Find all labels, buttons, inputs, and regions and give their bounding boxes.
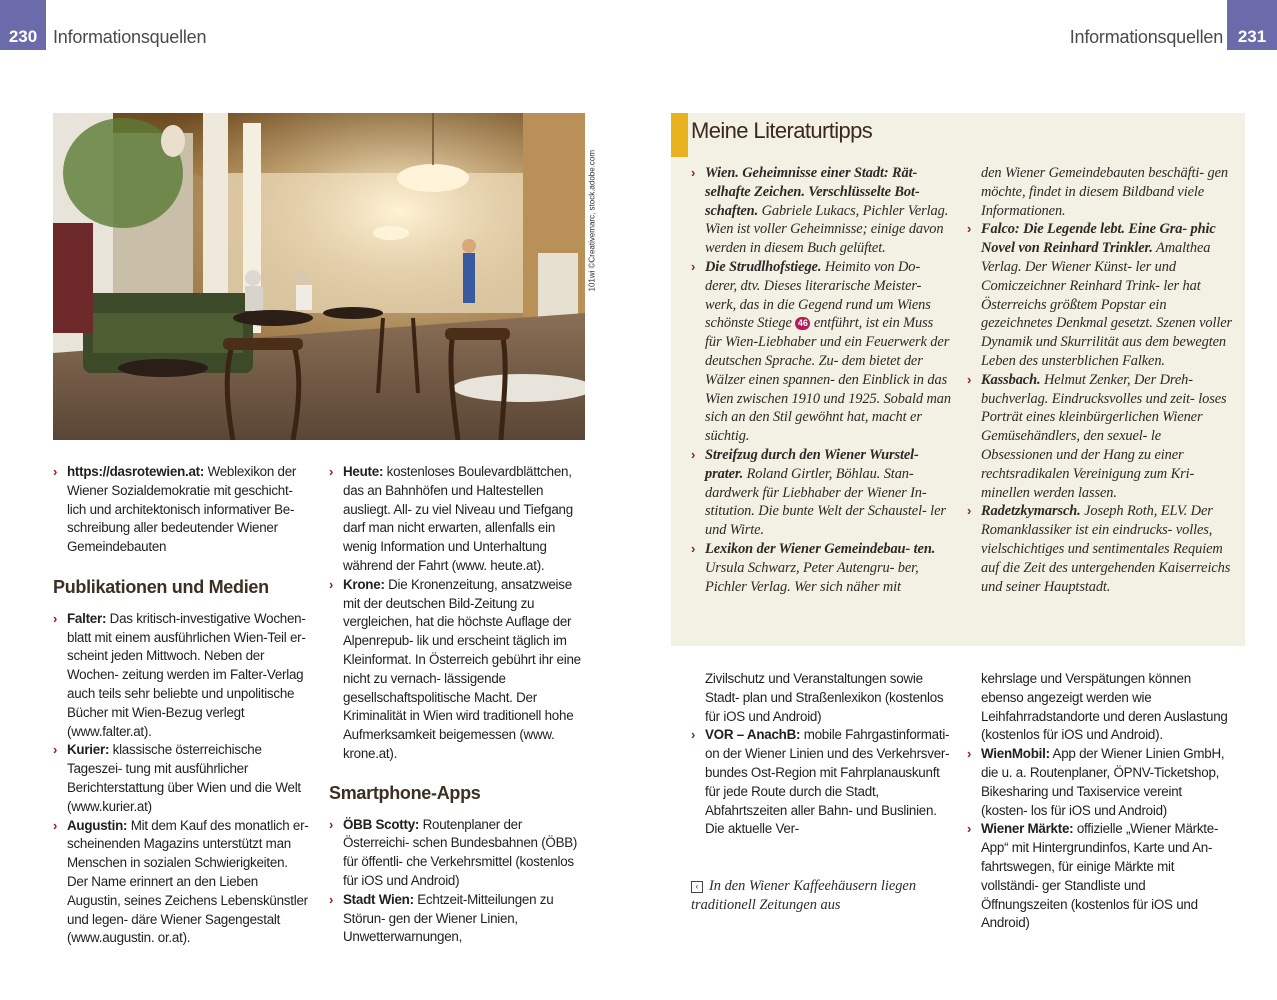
book-text: Helmut Zenker, Der Dreh- buchverlag. Eindrucksvolles und zeit- loses Porträt eines kleinbürgerlichen Wiener Gemüsehändlers, den sexuel- le Obsessionen und der Hang zu einer rechtsradikalen Vereinigung zum Kri- minellen werden lassen. — [981, 371, 1227, 501]
book-item — [967, 220, 1233, 370]
book-title: Falco: Die Legende lebt. Eine Gra- phic Novel von Reinhard Trinkler. — [981, 221, 1216, 257]
chevron-right-icon: › — [329, 891, 334, 907]
book-item — [691, 540, 953, 596]
item-term: ÖBB Scotty: — [343, 816, 420, 832]
list-item — [329, 891, 587, 947]
item-term: Falter: — [67, 610, 107, 626]
book-item — [691, 258, 953, 446]
book-title: Kassbach. — [981, 371, 1041, 388]
section-heading-publications: Publikationen und Medien — [53, 576, 269, 597]
list-item — [53, 610, 311, 742]
book-title: Die Strudlhofstiege. — [705, 258, 822, 275]
section-heading-smartphone-apps: Smartphone-Apps — [329, 782, 481, 803]
list-item — [53, 463, 311, 557]
book-item — [691, 164, 953, 258]
item-term: Stadt Wien: — [343, 891, 414, 907]
book-item — [967, 502, 1233, 596]
item-text: klassische österreichische Tageszei- tung mit ausführlicher Berichterstattung über Wien und die Welt (www.kurier.at) — [67, 742, 301, 814]
column-3 — [691, 670, 953, 839]
item-text: Echtzeit-Mitteilungen zu Störun- gen der Wiener Linien, Unwetterwarnungen, — [343, 891, 554, 945]
caption-text: In den Wiener Kaffeehäusern liegen traditionell Zeitungen aus — [691, 878, 917, 913]
list-item — [329, 576, 587, 764]
list-item — [691, 726, 953, 839]
chevron-right-icon: › — [329, 576, 334, 592]
book-item — [691, 446, 953, 540]
chevron-right-icon: › — [967, 371, 972, 387]
chevron-right-icon: › — [691, 258, 696, 274]
item-text: App der Wiener Linien GmbH, die u. a. Routenplaner, ÖPNV-Ticketshop, Bikesharing und Taxiservice vereint (kosten- los für iOS und Android) — [981, 746, 1225, 818]
book-text: Joseph Roth, ELV. Der Romanklassiker ist ein eindrucks- volles, vielschichtiges und sentimentales Requiem auf die Zeit des untergehenden Kaiserreichs und seiner Hauptstadt. — [981, 503, 1231, 595]
item-term: VOR – AnachB: — [705, 727, 801, 743]
item-term: Krone: — [343, 576, 385, 592]
accent-bar — [671, 113, 688, 157]
list-item — [329, 816, 587, 891]
chevron-right-icon: › — [691, 540, 696, 556]
item-term: Heute: — [343, 464, 384, 479]
item-text: Weblexikon der Wiener Sozialdemokratie mit geschicht- lich und architektonisch informativer Be- schreibung aller bedeutender Wiener Gemeindebauten — [67, 464, 297, 555]
chevron-right-icon: › — [967, 746, 972, 762]
book-text-continued: entführt, ist ein Muss für Wien-Liebhaber und ein Feuerwerk der deutschen Sprache. Zu- dem bietet der Wälzer einen spannen- den Einblick in das Wien zwischen 1910 und 1925. Sobald man sich an den Stil gewöhnt hat, macht er süchtig. — [705, 315, 951, 445]
chevron-right-icon: › — [691, 165, 696, 180]
column-2 — [329, 463, 587, 947]
item-text: Routenplaner der Österreichi- schen Bundesbahnen (ÖBB) für öffentli- che Verkehrsmittel (kostenlos für iOS und Android) — [343, 816, 578, 888]
chevron-right-icon: › — [967, 221, 972, 237]
text-continuation: kehrslage und Verspätungen können ebenso angezeigt werden wie Leihfahrradstandorte und deren Auslastung (kostenlos für iOS und Android). — [981, 671, 1228, 743]
list-item — [967, 745, 1229, 820]
item-term: Wiener Märkte: — [981, 821, 1074, 837]
item-text: mobile Fahrgastinformati- on der Wiener Linien und des Verkehrsver- bundes Ost-Region mit Fahrplanauskunft für jede Route durch die Stadt, Abfahrtszeiten aller Bahn- und Buslinien. Die aktuelle Ver- — [705, 727, 950, 837]
page-number-right: 231 — [1227, 0, 1277, 50]
item-text: offizielle „Wiener Märkte- App“ mit Hintergrundinfos, Karte und An- fahrtswegen, für einige Märkte mit vollständi- ger Standliste und Öffnungszeiten (kostenlos für iOS und Android) — [981, 821, 1219, 931]
running-head-right: Informationsquellen — [1069, 27, 1223, 47]
box-column-right — [967, 164, 1233, 596]
column-4 — [967, 670, 1229, 933]
chevron-right-icon: › — [53, 464, 58, 479]
box-column-left — [691, 164, 953, 596]
chevron-right-icon: › — [967, 503, 972, 519]
book-text: Gabriele Lukacs, Pichler Verlag. Wien ist voller Geheimnisse; einige davon werden in diesem Buch gelüftet. — [705, 202, 949, 257]
item-text: Mit dem Kauf des monatlich er- scheinenden Magazins unterstützt man Menschen in sozialen Schwierigkeiten. Der Name erinnert an den Lieben Augustin, seines Zeichens Lebenskünstler und legen- däre Wiener Sagengestalt (www.augustin. or.at). — [67, 817, 309, 946]
book-title: Wien. Geheimnisse einer Stadt: Rät- selhafte Zeichen. Verschlüsselte Bot- schaften. — [705, 165, 920, 219]
cafe-photo — [53, 113, 585, 440]
cafe-interior-illustration — [53, 113, 585, 440]
item-text: Das kritisch-investigative Wochen- blatt mit einem ausführlichen Wien-Teil er- scheint jeden Mittwoch. Neben der Wochen- zeitung werden im Falter-Verlag auch teils sehr beliebte und unpolitische Bücher mit Wien-Bezug verlegt (www.falter.at). — [67, 610, 306, 739]
book-title: Lexikon der Wiener Gemeindebau- ten. — [705, 540, 936, 557]
arrow-left-icon: ‹ — [691, 881, 703, 893]
chevron-right-icon: › — [329, 464, 334, 479]
book-item — [967, 371, 1233, 503]
item-term[interactable]: https://dasrotewien.at: — [67, 464, 205, 479]
chevron-right-icon: › — [53, 742, 58, 758]
running-head-left: Informationsquellen — [53, 27, 207, 47]
book-text: Roland Girtler, Böhlau. Stan- dardwerk für Liebhaber der Wiener In- stitution. Die bunte Welt der Schaustel- ler und Wirte. — [705, 465, 946, 539]
list-item — [967, 820, 1229, 933]
text-continuation: Zivilschutz und Veranstaltungen sowie Stadt- plan und Straßenlexikon (kostenlos für iOS und Android) — [705, 671, 944, 724]
chevron-right-icon: › — [329, 816, 334, 832]
book-title: Radetzkymarsch. — [981, 503, 1081, 520]
list-item — [53, 817, 311, 949]
column-1 — [53, 463, 311, 948]
photo-credit-text: 101wi ©Creativemarc, stock.adobe.com — [587, 149, 597, 292]
list-item — [329, 463, 587, 576]
book-text: Ursula Schwarz, Peter Autengru- ber, Pichler Verlag. Wer sich näher mit — [705, 559, 919, 595]
item-term: Kurier: — [67, 742, 110, 758]
book-text: Amalthea Verlag. Der Wiener Künst- ler und Comiczeichner Reinhard Trink- ler hat Österreichs größtem Popstar ein gezeichnetes Denkmal gesetzt. Szenen voller Dynamik und Skurrilität aus dem bewegten Leben des unsterblichen Falken. — [981, 240, 1233, 369]
page-number-left: 230 — [0, 0, 46, 50]
item-text: Die Kronenzeitung, ansatzweise mit der deutschen Bild-Zeitung zu vergleichen, hat die höchste Auflage der Alpenrepub- lik und erscheint täglich im Kleinformat. In Österreich gebührt ihr eine nicht zu vernach- lässigende gesellschaftspolitische Macht. Der Kriminalität in Wien wird traditionell hohe Aufmerksamkeit beigemessen (www. krone.at). — [343, 576, 581, 761]
photo-credit — [586, 113, 598, 293]
chevron-right-icon: › — [967, 821, 972, 837]
item-term: Augustin: — [67, 817, 128, 833]
box-title: Meine Literaturtipps — [691, 118, 873, 143]
item-text: kostenloses Boulevardblättchen, das an Bahnhöfen und Haltestellen ausliegt. All- zu viel Niveau und Tiefgang darf man nicht erwarten, allenfalls ein wenig Information und Unterhaltung während der Fahrt (www. heute.at). — [343, 464, 573, 573]
chevron-right-icon: › — [691, 727, 696, 743]
list-item — [53, 741, 311, 816]
chevron-right-icon: › — [691, 446, 696, 462]
chevron-right-icon: › — [53, 817, 58, 833]
photo-caption — [691, 877, 951, 915]
book-text-continuation: den Wiener Gemeindebauten beschäfti- gen möchte, findet in diesem Bildband viele Informationen. — [981, 165, 1228, 219]
literature-tips-box — [671, 113, 1245, 646]
chevron-right-icon: › — [53, 610, 58, 626]
item-term: WienMobil: — [981, 746, 1050, 762]
book-text: Heimito von Do- derer, dtv. Dieses literarische Meister- werk, das in die Gegend rund um Wiens schönste Stiege — [705, 258, 931, 332]
map-marker-badge: 46 — [795, 317, 810, 330]
book-title: Streifzug durch den Wiener Wurstel- prater. — [705, 446, 919, 482]
